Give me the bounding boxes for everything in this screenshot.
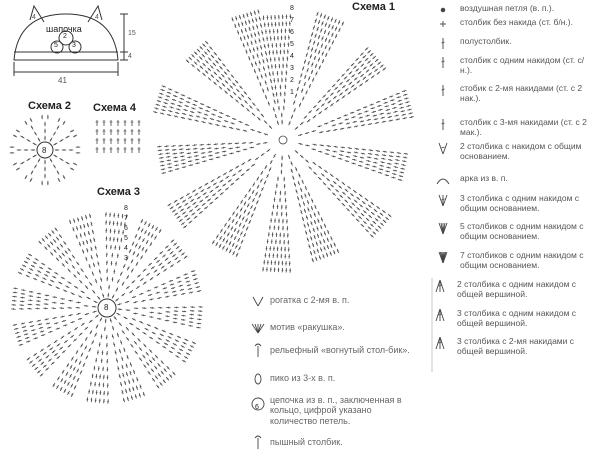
- scheme-3-petal: [11, 287, 96, 309]
- hat-width-label: 41: [58, 76, 67, 85]
- relief-stitch-icon: [255, 344, 261, 357]
- scheme-3-row-number: 6: [124, 225, 128, 232]
- scheme-1-petal: [295, 47, 386, 129]
- legend-right-item: 3 столбика с одним накидом с общей вершиной.: [457, 308, 577, 328]
- hat-label: шапочка: [46, 24, 82, 34]
- scheme-1-petal: [168, 149, 271, 228]
- legend-right-item: столбик с 3-мя накидами (ст. с 2 мак.).: [460, 117, 587, 137]
- scheme-2-stitch: [50, 158, 65, 181]
- puff-stitch-icon: [255, 436, 261, 449]
- scheme-3-petal: [117, 270, 201, 305]
- scheme-1-row-number: 6: [290, 29, 294, 36]
- legend-right-item: 5 столбиков с одним накидом с общим основанием.: [460, 221, 584, 241]
- scheme-1-petal: [289, 12, 344, 125]
- legend-bottom-item: рогатка с 2-мя в. п.: [270, 295, 350, 305]
- five-dc-base-icon: [439, 223, 447, 234]
- scheme-3-row-number: 3: [124, 255, 128, 262]
- hat-face-num-left: 5: [54, 42, 58, 49]
- scheme-1-center-ring: [279, 136, 287, 144]
- scheme-3-petal: [53, 318, 102, 397]
- scheme-3-petal: [69, 214, 104, 298]
- hat-ear-right-label: 4: [95, 14, 99, 21]
- legend-right-item: столбик с одним накидом (ст. с/н.).: [460, 55, 585, 75]
- scheme-4-title: Схема 4: [93, 102, 137, 114]
- legend-bottom-item: цепочка из в. п., заключенная в кольцо, цифрой указано количество петель.: [270, 395, 402, 426]
- scheme-2-stitch: [53, 130, 76, 145]
- scheme-3-petal: [112, 219, 161, 298]
- scheme-3-title: Схема 3: [97, 186, 141, 198]
- scheme-1-row-number: 1: [290, 89, 294, 96]
- scheme-1-diagram: [153, 10, 414, 273]
- scheme-1-petal: [263, 14, 292, 124]
- legend-bottom-item: пышный столбик.: [270, 437, 343, 447]
- scheme-3-petal: [39, 228, 100, 300]
- scheme-3-petal: [110, 318, 145, 402]
- scheme-3-petal: [86, 319, 108, 404]
- dtr-icon: [442, 119, 445, 130]
- legend-bottom-item: мотив «ракушка».: [270, 322, 345, 332]
- legend-right-item: столбик без накида (ст. б/н.).: [460, 17, 573, 27]
- legend-right-item: 2 столбика с одним накидом с общей вершиной.: [457, 279, 577, 299]
- three-tr-top-icon: [436, 337, 444, 349]
- scheme-2-stitch: [13, 155, 36, 170]
- three-dc-base-icon: [439, 195, 447, 206]
- scheme-1-petal: [212, 154, 275, 257]
- scheme-3-row-number: 4: [124, 245, 128, 252]
- scheme-1-petal: [295, 150, 391, 237]
- scheme-3-ring-number: 8: [104, 303, 109, 312]
- scheme-1-petal: [153, 86, 268, 136]
- legend-right-item: 7 столбиков с одним накидом с общим основанием.: [460, 250, 584, 270]
- scheme-2-stitch: [50, 118, 65, 141]
- scheme-2-stitch: [25, 118, 40, 141]
- scheme-1-row-number: 2: [290, 77, 294, 84]
- legend-right-item: полустолбик.: [460, 36, 512, 46]
- tr-icon: [442, 85, 445, 96]
- legend-right-item: 3 столбика с одним накидом с общим основанием.: [460, 193, 580, 213]
- scheme-1-petal: [288, 155, 338, 262]
- scheme-1-petal: [298, 90, 414, 136]
- dc-icon: [442, 57, 445, 68]
- cross-icon: [440, 21, 446, 27]
- scheme-1-row-number: 8: [290, 5, 294, 12]
- scheme-1-row-number: 7: [290, 17, 294, 24]
- scheme-2-title: Схема 2: [28, 100, 72, 112]
- two-dc-base-icon: [439, 143, 447, 154]
- hat-band-label: 4: [128, 53, 132, 60]
- arch-icon: [437, 179, 449, 184]
- scheme-2-stitch: [25, 158, 40, 181]
- legend-right-item: 2 столбика с накидом с общим основанием.: [460, 141, 582, 161]
- legend-right-item: арка из в. п.: [460, 173, 508, 183]
- scheme-3-row-number: 7: [124, 215, 128, 222]
- scheme-1-petal: [262, 156, 291, 273]
- legend-bottom-item: рельефный «вогнутый стол-бик».: [270, 345, 410, 355]
- hat-height-label: 15: [128, 30, 136, 37]
- scheme-3-petal: [27, 315, 99, 376]
- scheme-1-petal: [298, 143, 408, 181]
- scheme-3-petal: [13, 311, 97, 346]
- scheme-2-stitch: [41, 160, 49, 185]
- scheme-2-stitch: [53, 155, 76, 170]
- hat-face-num-right: 3: [72, 42, 76, 49]
- hat-face-num-top: 2: [63, 33, 67, 40]
- scheme-1-row-number: 4: [290, 53, 294, 60]
- scheme-2-stitch: [13, 130, 36, 145]
- scheme-3-row-number: 8: [124, 205, 128, 212]
- legend-bottom-item: пико из 3-х в. п.: [270, 373, 336, 383]
- scheme-3-petal: [118, 306, 203, 328]
- picot-icon: [255, 374, 261, 384]
- scheme-1-row-number: 3: [290, 65, 294, 72]
- legend-right-item: 3 столбика с 2-мя накидами с общей вершиной.: [457, 336, 575, 356]
- slip-stitch-icon: [442, 38, 445, 49]
- shell-icon: [252, 324, 264, 333]
- legend-right-item: стобик с 2-мя накидами (ст. с 2 нак.).: [460, 83, 583, 103]
- scheme-1-title: Схема 1: [352, 1, 396, 13]
- two-dc-top-icon: [436, 280, 444, 292]
- scheme-2-stitch: [41, 115, 49, 140]
- scheme-2-stitch: [10, 146, 35, 154]
- three-dc-top-icon: [436, 309, 444, 321]
- scheme-1-petal: [186, 41, 272, 129]
- scheme-1-row-number: 5: [290, 41, 294, 48]
- dot-icon: [441, 8, 445, 12]
- scheme-1-petal: [157, 142, 267, 174]
- hat-ear-left-label: 4: [32, 14, 36, 21]
- scheme-2-ring-number: 8: [42, 146, 47, 155]
- legend-ring-example-number: 6: [255, 404, 259, 411]
- scheme-3-row-number: 5: [124, 235, 128, 242]
- scheme-3-petal: [18, 254, 97, 303]
- scheme-3-petal: [117, 313, 196, 362]
- scheme-2-stitch: [55, 146, 80, 154]
- scheme-4-diagram: [96, 120, 141, 153]
- seven-dc-base-icon: [439, 252, 447, 263]
- legend-right-item: воздушная петля (в. п.).: [460, 3, 555, 13]
- scheme-3-petal: [114, 316, 175, 388]
- y-stitch-icon: [253, 297, 263, 306]
